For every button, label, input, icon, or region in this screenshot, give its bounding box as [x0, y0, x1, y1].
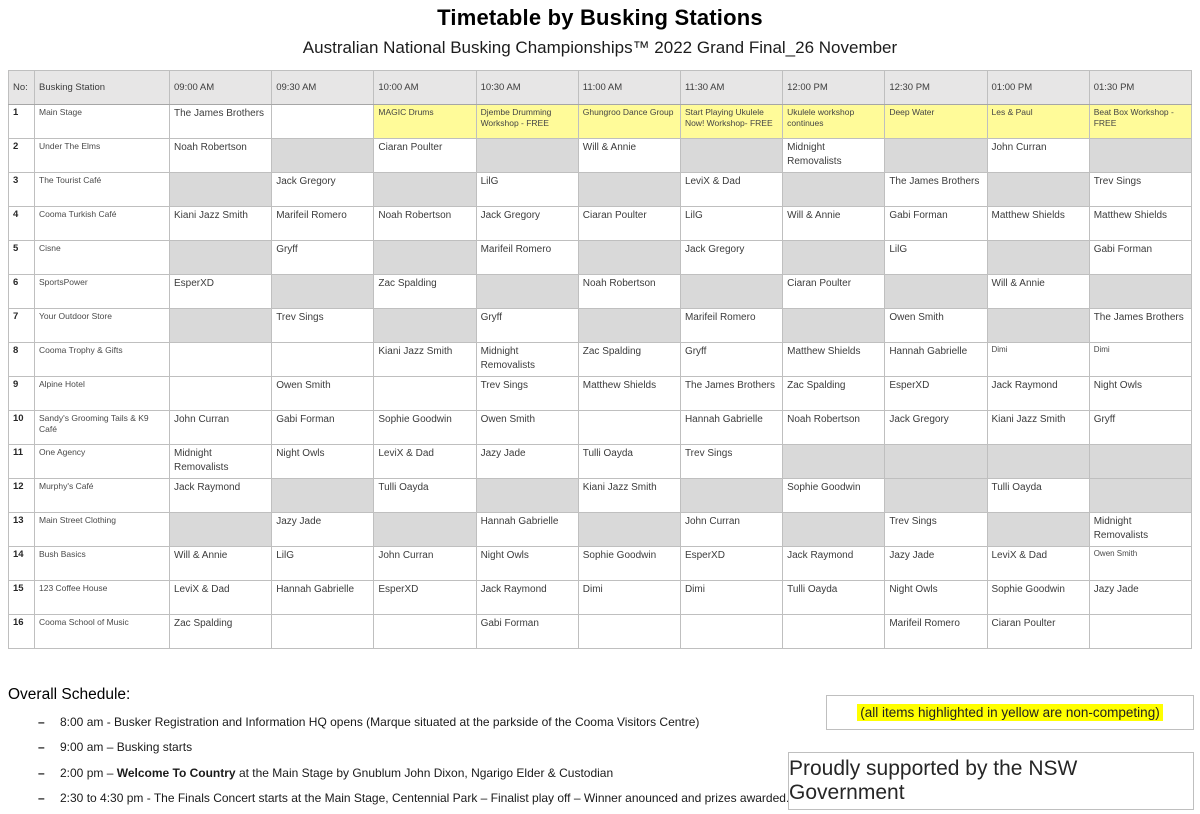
row-number: 14: [9, 547, 35, 581]
empty-slot-cell: [987, 173, 1089, 207]
timeslot-cell: The James Brothers: [885, 173, 987, 207]
timeslot-cell: Marifeil Romero: [885, 615, 987, 649]
row-number: 4: [9, 207, 35, 241]
non-competing-note-box: [826, 695, 1194, 730]
timeslot-cell: Tulli Oayda: [783, 581, 885, 615]
schedule-item-text: 2:00 pm – Welcome To Country at the Main Stage by Gnublum John Dixon, Ngarigo Elder & Custodian: [60, 765, 614, 780]
empty-slot-cell: [783, 513, 885, 547]
empty-slot-cell: [885, 445, 987, 479]
empty-slot-cell: [680, 479, 782, 513]
empty-slot-cell: [1089, 275, 1191, 309]
row-number: 6: [9, 275, 35, 309]
empty-slot-cell: [272, 139, 374, 173]
time-column-header: 11:00 AM: [578, 71, 680, 105]
empty-slot-cell: [374, 377, 476, 411]
time-column-header: 09:30 AM: [272, 71, 374, 105]
empty-slot-cell: [476, 139, 578, 173]
timeslot-cell: Jazy Jade: [272, 513, 374, 547]
timeslot-cell: Zac Spalding: [578, 343, 680, 377]
timeslot-cell: Will & Annie: [170, 547, 272, 581]
empty-slot-cell: [170, 309, 272, 343]
timeslot-cell: Dimi: [987, 343, 1089, 377]
empty-slot-cell: [170, 173, 272, 207]
station-name: Cooma School of Music: [35, 615, 170, 649]
timeslot-cell: Sophie Goodwin: [578, 547, 680, 581]
timeslot-cell: Midnight Removalists: [170, 445, 272, 479]
timeslot-cell: Gryff: [476, 309, 578, 343]
row-number: 15: [9, 581, 35, 615]
station-name: One Agency: [35, 445, 170, 479]
timeslot-cell: Trev Sings: [1089, 173, 1191, 207]
station-row: [9, 377, 1192, 411]
timeslot-cell: LilG: [885, 241, 987, 275]
page-title: Timetable by Busking Stations: [437, 5, 763, 30]
timeslot-cell: Will & Annie: [987, 275, 1089, 309]
timeslot-cell: Jack Gregory: [476, 207, 578, 241]
schedule-item-text: 2:30 to 4:30 pm - The Finals Concert starts at the Main Stage, Centennial Park – Finalist play off – Winner anounced and prizes awarded.: [60, 791, 790, 806]
column-header: No:: [9, 71, 35, 105]
empty-slot-cell: [272, 479, 374, 513]
timeslot-cell: Gryff: [1089, 411, 1191, 445]
empty-slot-cell: [578, 615, 680, 649]
timeslot-cell: Jack Raymond: [476, 581, 578, 615]
station-row: [9, 615, 1192, 649]
empty-slot-cell: [272, 105, 374, 139]
empty-slot-cell: [578, 241, 680, 275]
non-competing-slot-cell: Ghungroo Dance Group: [578, 105, 680, 139]
row-number: 12: [9, 479, 35, 513]
empty-slot-cell: [783, 173, 885, 207]
timeslot-cell: LilG: [680, 207, 782, 241]
timeslot-cell: Ciaran Poulter: [783, 275, 885, 309]
empty-slot-cell: [987, 309, 1089, 343]
timeslot-cell: Trev Sings: [476, 377, 578, 411]
timeslot-cell: Jazy Jade: [1089, 581, 1191, 615]
time-column-header: 12:30 PM: [885, 71, 987, 105]
timeslot-cell: Owen Smith: [476, 411, 578, 445]
empty-slot-cell: [987, 241, 1089, 275]
timeslot-cell: Gryff: [272, 241, 374, 275]
empty-slot-cell: [680, 275, 782, 309]
station-row: [9, 241, 1192, 275]
empty-slot-cell: [1089, 139, 1191, 173]
timeslot-cell: Night Owls: [272, 445, 374, 479]
timeslot-cell: Midnight Removalists: [476, 343, 578, 377]
timeslot-cell: Jack Gregory: [680, 241, 782, 275]
empty-slot-cell: [885, 275, 987, 309]
station-name: The Tourist Café: [35, 173, 170, 207]
non-competing-slot-cell: MAGIC Drums: [374, 105, 476, 139]
empty-slot-cell: [374, 309, 476, 343]
timeslot-cell: Sophie Goodwin: [987, 581, 1089, 615]
timeslot-cell: Gabi Forman: [1089, 241, 1191, 275]
empty-slot-cell: [680, 139, 782, 173]
empty-slot-cell: [987, 445, 1089, 479]
time-column-header: 12:00 PM: [783, 71, 885, 105]
timeslot-cell: Trev Sings: [272, 309, 374, 343]
row-number: 5: [9, 241, 35, 275]
timeslot-cell: Jazy Jade: [476, 445, 578, 479]
schedule-item: [8, 791, 798, 805]
timeslot-cell: Zac Spalding: [170, 615, 272, 649]
timeslot-cell: John Curran: [374, 547, 476, 581]
empty-slot-cell: [885, 139, 987, 173]
empty-slot-cell: [885, 479, 987, 513]
sponsor-box: [788, 752, 1194, 810]
empty-slot-cell: [476, 479, 578, 513]
station-row: [9, 411, 1192, 445]
empty-slot-cell: [783, 241, 885, 275]
timeslot-cell: Owen Smith: [272, 377, 374, 411]
empty-slot-cell: [170, 513, 272, 547]
timeslot-cell: Tulli Oayda: [578, 445, 680, 479]
timeslot-cell: Sophie Goodwin: [374, 411, 476, 445]
empty-slot-cell: [374, 241, 476, 275]
empty-slot-cell: [272, 275, 374, 309]
overall-schedule-title: Overall Schedule:: [8, 686, 131, 703]
timeslot-cell: Tulli Oayda: [374, 479, 476, 513]
schedule-item: [8, 740, 798, 754]
schedule-item: [8, 715, 798, 729]
row-number: 9: [9, 377, 35, 411]
dash-bullet: –: [38, 791, 45, 806]
timeslot-cell: Will & Annie: [783, 207, 885, 241]
timeslot-cell: Hannah Gabrielle: [272, 581, 374, 615]
timeslot-cell: The James Brothers: [170, 105, 272, 139]
station-name: Cooma Turkish Café: [35, 207, 170, 241]
station-row: [9, 581, 1192, 615]
station-name: Your Outdoor Store: [35, 309, 170, 343]
empty-slot-cell: [170, 241, 272, 275]
timeslot-cell: Midnight Removalists: [783, 139, 885, 173]
non-competing-slot-cell: Start Playing Ukulele Now! Workshop- FREE: [680, 105, 782, 139]
timeslot-cell: Jack Raymond: [170, 479, 272, 513]
timeslot-cell: Matthew Shields: [987, 207, 1089, 241]
row-number: 3: [9, 173, 35, 207]
timeslot-cell: Gabi Forman: [885, 207, 987, 241]
empty-slot-cell: [1089, 479, 1191, 513]
timeslot-cell: Noah Robertson: [578, 275, 680, 309]
overall-schedule: [8, 686, 798, 806]
timeslot-cell: Ciaran Poulter: [578, 207, 680, 241]
timeslot-cell: LeviX & Dad: [987, 547, 1089, 581]
timeslot-cell: John Curran: [987, 139, 1089, 173]
timeslot-cell: John Curran: [680, 513, 782, 547]
timetable-header-row: [9, 71, 1192, 105]
empty-slot-cell: [680, 615, 782, 649]
empty-slot-cell: [272, 615, 374, 649]
row-number: 7: [9, 309, 35, 343]
row-number: 1: [9, 105, 35, 139]
empty-slot-cell: [578, 173, 680, 207]
timeslot-cell: Hannah Gabrielle: [885, 343, 987, 377]
empty-slot-cell: [374, 173, 476, 207]
station-row: [9, 513, 1192, 547]
timeslot-cell: Night Owls: [476, 547, 578, 581]
time-column-header: 01:30 PM: [1089, 71, 1191, 105]
timeslot-cell: Gabi Forman: [476, 615, 578, 649]
station-row: [9, 173, 1192, 207]
timeslot-cell: Dimi: [578, 581, 680, 615]
station-name: 123 Coffee House: [35, 581, 170, 615]
timeslot-cell: Jack Gregory: [885, 411, 987, 445]
timeslot-cell: Trev Sings: [885, 513, 987, 547]
time-column-header: 10:30 AM: [476, 71, 578, 105]
timeslot-cell: Tulli Oayda: [987, 479, 1089, 513]
timeslot-cell: Marifeil Romero: [476, 241, 578, 275]
timeslot-cell: John Curran: [170, 411, 272, 445]
timeslot-cell: Gryff: [680, 343, 782, 377]
station-name: Under The Elms: [35, 139, 170, 173]
non-competing-slot-cell: Djembe Drumming Workshop - FREE: [476, 105, 578, 139]
non-competing-slot-cell: Les & Paul: [987, 105, 1089, 139]
station-row: [9, 445, 1192, 479]
schedule-item-text: 8:00 am - Busker Registration and Information HQ opens (Marque situated at the parkside of the Cooma Visitors Centre): [60, 715, 700, 729]
timeslot-cell: LilG: [476, 173, 578, 207]
row-number: 2: [9, 139, 35, 173]
timeslot-cell: LilG: [272, 547, 374, 581]
station-name: Sandy's Grooming Tails & K9 Café: [35, 411, 170, 445]
empty-slot-cell: [170, 343, 272, 377]
timeslot-cell: Kiani Jazz Smith: [374, 343, 476, 377]
timeslot-cell: Owen Smith: [1089, 547, 1191, 581]
station-name: Bush Basics: [35, 547, 170, 581]
busking-timetable: [8, 70, 1192, 649]
station-name: Cisne: [35, 241, 170, 275]
timeslot-cell: Jazy Jade: [885, 547, 987, 581]
timeslot-cell: Dimi: [1089, 343, 1191, 377]
empty-slot-cell: [272, 343, 374, 377]
timeslot-cell: Night Owls: [885, 581, 987, 615]
timeslot-cell: EsperXD: [374, 581, 476, 615]
empty-slot-cell: [987, 513, 1089, 547]
timeslot-cell: Jack Raymond: [987, 377, 1089, 411]
empty-slot-cell: [783, 615, 885, 649]
dash-bullet: –: [38, 765, 45, 780]
sponsor-text: Proudly supported by the NSW Government: [789, 757, 1078, 804]
empty-slot-cell: [374, 513, 476, 547]
timeslot-cell: Kiani Jazz Smith: [170, 207, 272, 241]
timeslot-cell: Zac Spalding: [374, 275, 476, 309]
station-row: [9, 275, 1192, 309]
timeslot-cell: Matthew Shields: [578, 377, 680, 411]
non-competing-slot-cell: Deep Water: [885, 105, 987, 139]
timeslot-cell: Noah Robertson: [374, 207, 476, 241]
timeslot-cell: Kiani Jazz Smith: [987, 411, 1089, 445]
station-name: Alpine Hotel: [35, 377, 170, 411]
empty-slot-cell: [783, 309, 885, 343]
timeslot-cell: Owen Smith: [885, 309, 987, 343]
page-subtitle: Australian National Busking Championships™ 2022 Grand Final_26 November: [302, 38, 898, 57]
timeslot-cell: Matthew Shields: [783, 343, 885, 377]
empty-slot-cell: [170, 377, 272, 411]
empty-slot-cell: [578, 513, 680, 547]
timeslot-cell: Will & Annie: [578, 139, 680, 173]
empty-slot-cell: [1089, 445, 1191, 479]
empty-slot-cell: [1089, 615, 1191, 649]
row-number: 13: [9, 513, 35, 547]
timeslot-cell: The James Brothers: [1089, 309, 1191, 343]
station-row: [9, 207, 1192, 241]
row-number: 11: [9, 445, 35, 479]
row-number: 16: [9, 615, 35, 649]
timeslot-cell: Marifeil Romero: [272, 207, 374, 241]
timeslot-cell: Ciaran Poulter: [987, 615, 1089, 649]
schedule-list: [8, 715, 798, 806]
row-number: 10: [9, 411, 35, 445]
timeslot-cell: LeviX & Dad: [170, 581, 272, 615]
timeslot-cell: Hannah Gabrielle: [476, 513, 578, 547]
timeslot-cell: Hannah Gabrielle: [680, 411, 782, 445]
timeslot-cell: Noah Robertson: [783, 411, 885, 445]
timeslot-cell: Kiani Jazz Smith: [578, 479, 680, 513]
empty-slot-cell: [476, 275, 578, 309]
station-name: Main Street Clothing: [35, 513, 170, 547]
station-name: Cooma Trophy & Gifts: [35, 343, 170, 377]
timeslot-cell: Jack Raymond: [783, 547, 885, 581]
timeslot-cell: Dimi: [680, 581, 782, 615]
schedule-item-text: 9:00 am – Busking starts: [60, 740, 193, 755]
time-column-header: 01:00 PM: [987, 71, 1089, 105]
timeslot-cell: EsperXD: [170, 275, 272, 309]
row-number: 8: [9, 343, 35, 377]
empty-slot-cell: [578, 309, 680, 343]
timeslot-cell: Midnight Removalists: [1089, 513, 1191, 547]
timeslot-cell: EsperXD: [885, 377, 987, 411]
station-row: [9, 547, 1192, 581]
timeslot-cell: Trev Sings: [680, 445, 782, 479]
non-competing-slot-cell: Ukulele workshop continues: [783, 105, 885, 139]
timeslot-cell: The James Brothers: [680, 377, 782, 411]
station-row: [9, 105, 1192, 139]
station-row: [9, 139, 1192, 173]
station-row: [9, 309, 1192, 343]
column-header: Busking Station: [35, 71, 170, 105]
timeslot-cell: Noah Robertson: [170, 139, 272, 173]
time-column-header: 11:30 AM: [680, 71, 782, 105]
timeslot-cell: LeviX & Dad: [680, 173, 782, 207]
time-column-header: 09:00 AM: [170, 71, 272, 105]
timeslot-cell: Night Owls: [1089, 377, 1191, 411]
timeslot-cell: Jack Gregory: [272, 173, 374, 207]
station-name: Main Stage: [35, 105, 170, 139]
dash-bullet: –: [38, 715, 45, 729]
timeslot-cell: Ciaran Poulter: [374, 139, 476, 173]
station-name: Murphy's Café: [35, 479, 170, 513]
station-row: [9, 479, 1192, 513]
empty-slot-cell: [783, 445, 885, 479]
timeslot-cell: Gabi Forman: [272, 411, 374, 445]
non-competing-slot-cell: Beat Box Workshop - FREE: [1089, 105, 1191, 139]
timeslot-cell: Matthew Shields: [1089, 207, 1191, 241]
timeslot-cell: EsperXD: [680, 547, 782, 581]
non-competing-note-text: (all items highlighted in yellow are non-competing): [857, 704, 1162, 721]
timeslot-cell: Sophie Goodwin: [783, 479, 885, 513]
station-row: [9, 343, 1192, 377]
empty-slot-cell: [374, 615, 476, 649]
timeslot-cell: LeviX & Dad: [374, 445, 476, 479]
timeslot-cell: Zac Spalding: [783, 377, 885, 411]
schedule-item: [8, 766, 798, 780]
dash-bullet: –: [38, 740, 45, 755]
station-name: SportsPower: [35, 275, 170, 309]
empty-slot-cell: [578, 411, 680, 445]
time-column-header: 10:00 AM: [374, 71, 476, 105]
timeslot-cell: Marifeil Romero: [680, 309, 782, 343]
